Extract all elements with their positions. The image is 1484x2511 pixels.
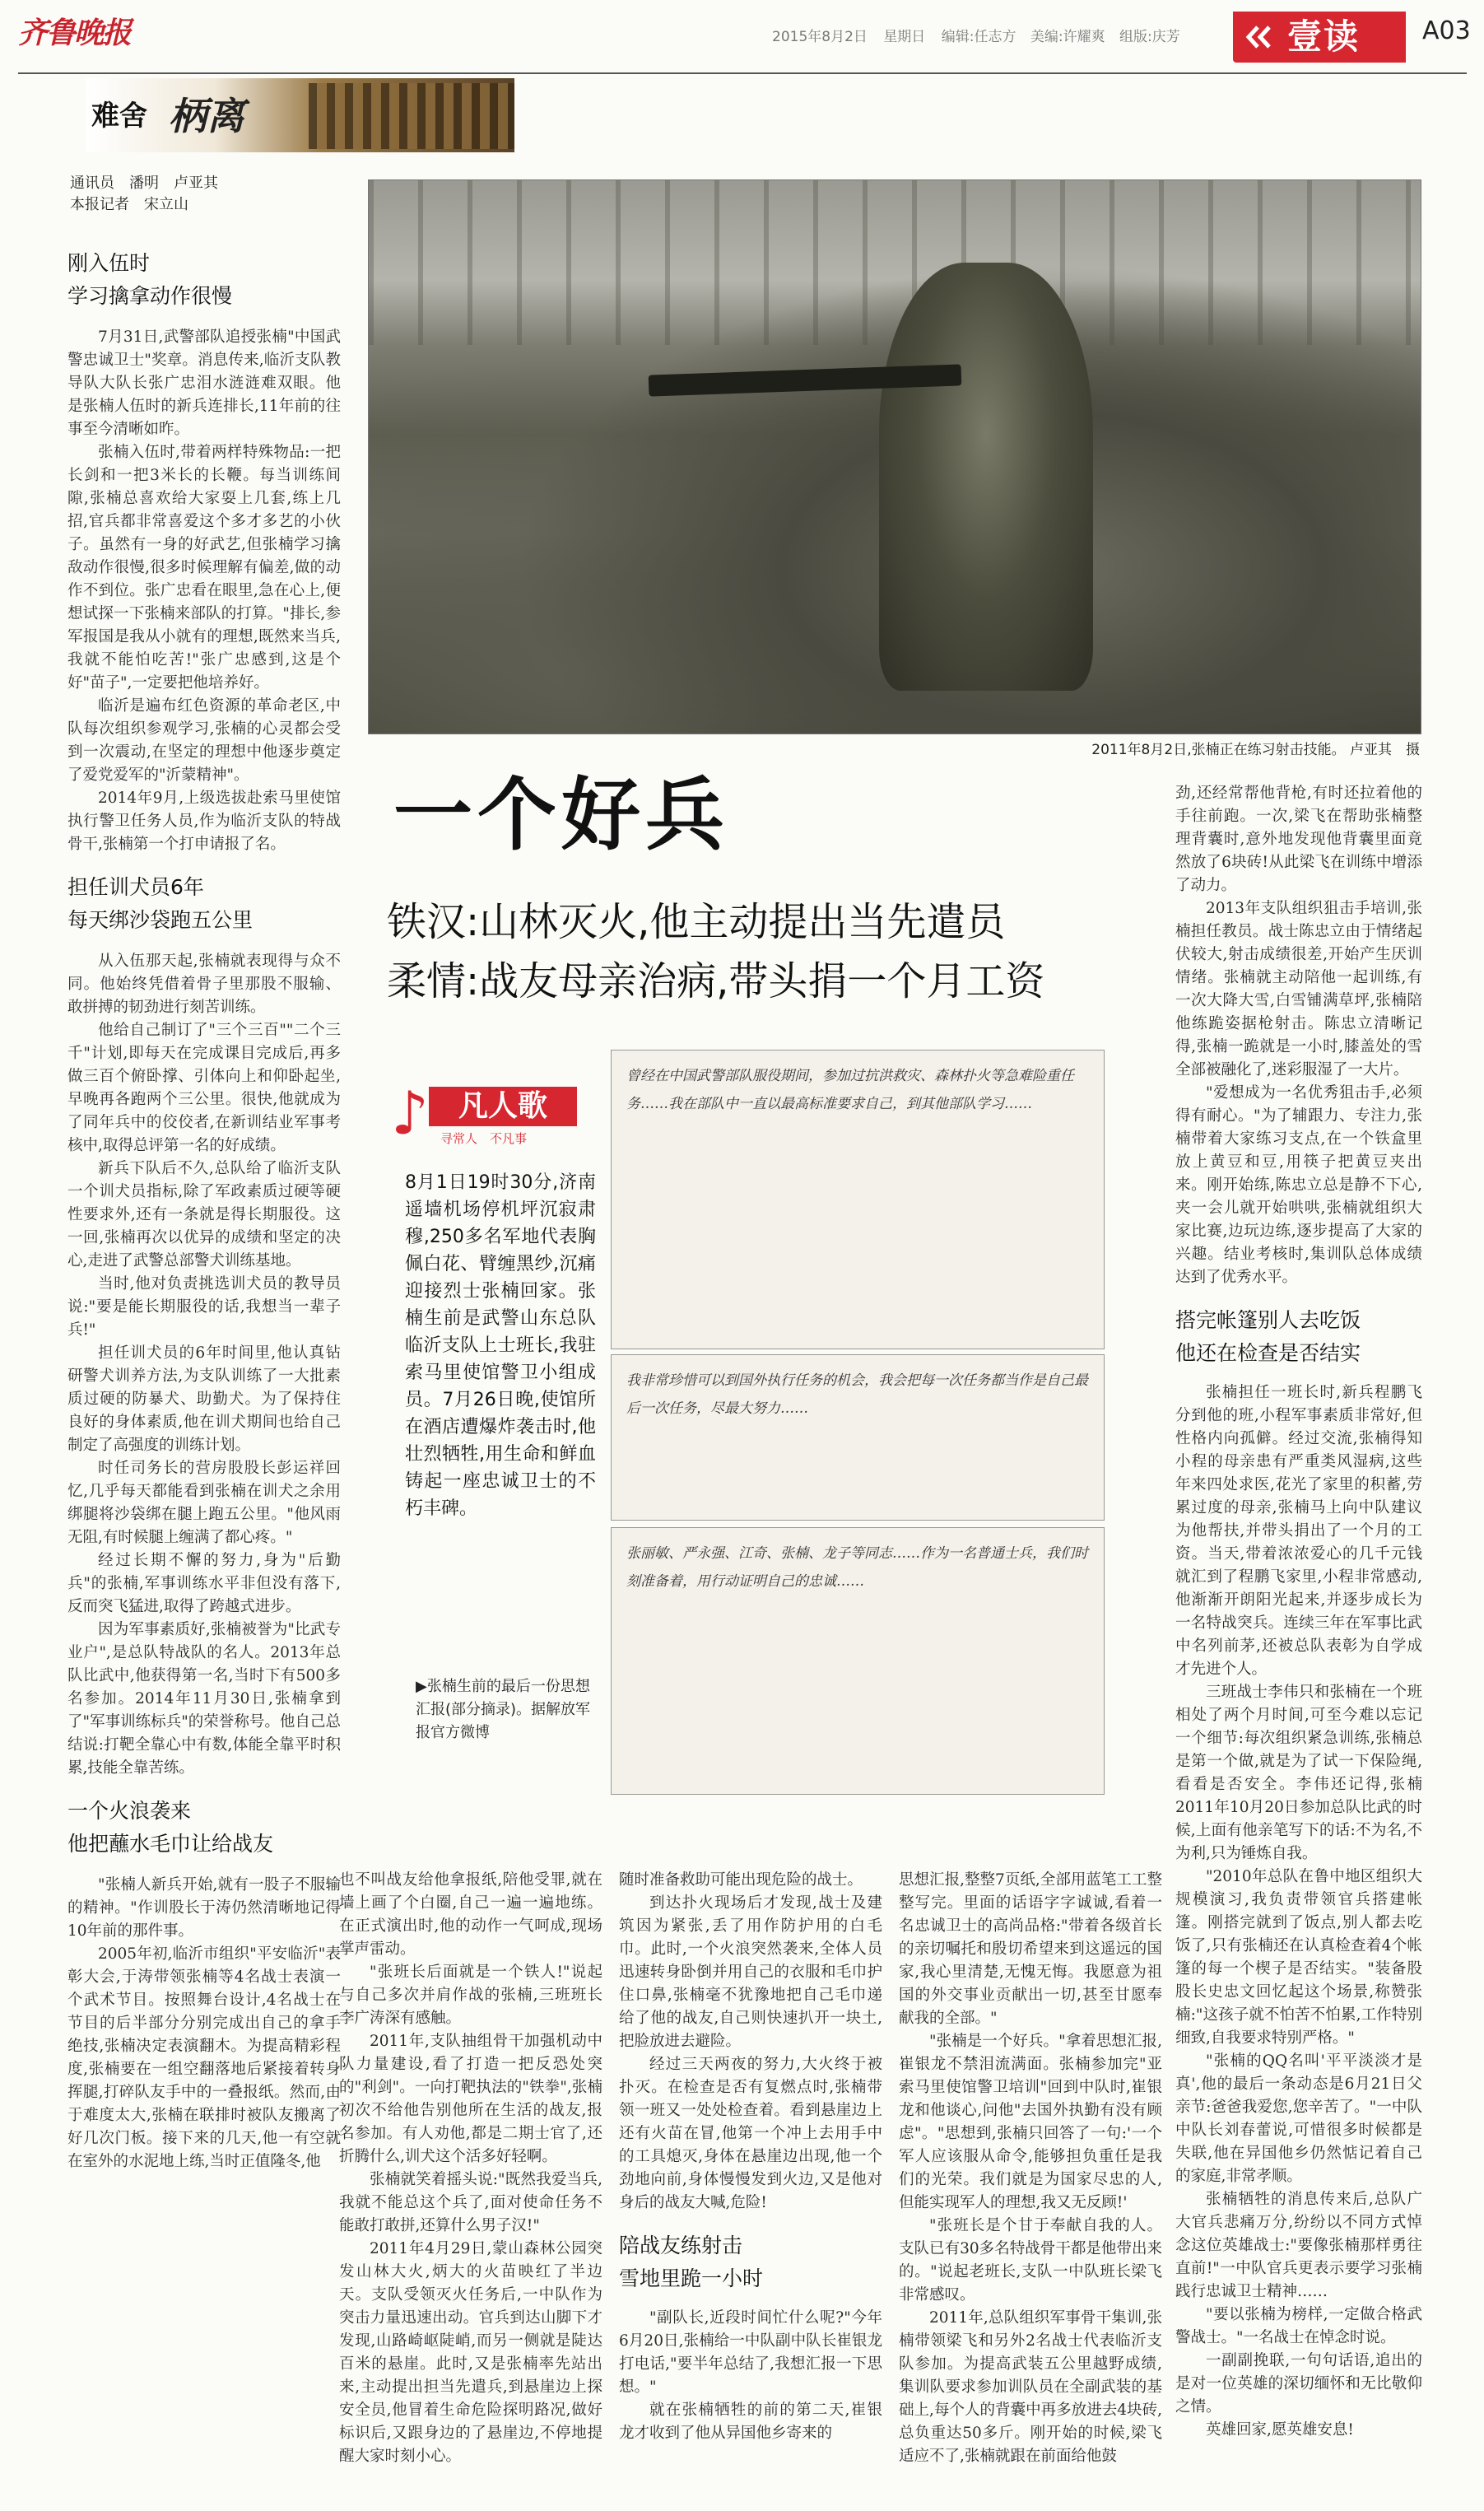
scan-text-2: 我非常珍惜可以到国外执行任务的机会，我会把每一次任务都当作是自己最后一次任务，尽最大努力…… (626, 1372, 1088, 1417)
column-7: 思想汇报,整整7页纸,全部用蓝笔工工整整写完。里面的话语字字诚诚,看着一名忠诚卫士的高尚品格:"带着各级首长的亲切嘱托和殷切希望来到这遥远的国家,我心里清楚,无愧无悔。我愿意为祖国的外交事业贡献出一切,甚至甘愿奉献我的全部。" "张楠是一个好兵。"拿着思想汇报,崔银龙不禁泪流满面。张楠参加完"亚索马里使馆警卫培训"回到中队时,崔银龙和他谈心,问他"去国外执勤有没有顾虑"。"思想到,张楠只回答了一句:'一个军人应该服从命令,能够担负重任是我们的光荣。我们就是为国家尽忠的人,但能实现军人的理想,我又无反顾!' "张班长是个甘于奉献自我的人。支队已有30多名特战骨干都是他带出来的。"说起老班长,支队一中队班长梁飞非常感叹。 2011年,总队组织军事骨干集训,张楠带领梁飞和另外2名战士代表临沂支队参加。为提高武装五公里越野成绩,集训队要求参加训队员在全副武装的基础上,每个人的背囊中再多放进去4块砖,总负重达50多斤。刚开始的时候,梁飞适应不了,张楠就跟在前面给他鼓 (899, 1871, 1162, 2465)
art-editor-credit: 美编:许耀爽 (1030, 29, 1105, 45)
soldier-figure (879, 263, 1093, 691)
handwritten-report-scan-3 (611, 1527, 1105, 1795)
newspaper-logo: 齐鲁晚报 (18, 16, 131, 50)
subhead-1: 铁汉:山林灭火,他主动提出当先遣员 (387, 899, 1006, 945)
proofreader-credit: 组版:庆芳 (1119, 29, 1180, 45)
page-number: A03 (1422, 16, 1471, 45)
masthead (0, 0, 1484, 78)
music-note-icon: ♪ (391, 1078, 429, 1148)
column-6: 随时准备救助可能出现危险的战士。 到达扑火现场后才发现,战士及建筑因为紧张,丢了用作防护用的白毛巾。此时,一个火浪突然袭来,全体人员迅速转身卧倒并用自己的衣服和毛巾护住口鼻,张楠毫不犹豫地把自己毛巾递给了他的战友,自己则快速扒开一块土,把脸放进去避险。 经过三天两夜的努力,大火终于被扑灭。在检查是否有复燃点时,张楠带领一班又一处处检查着。看到悬崖边上还有火苗在冒,他第一个冲上去用手中的工具熄灭,身体在悬崖边出现,他一个劲地向前,身体慢慢发到火边,又是他对身后的战友大喊,危险! 陪战友练射击 雪地里跪一小时 "副队长,近段时间忙什么呢?"今年6月20日,张楠给一中队副中队长崔银龙打电话,"要半年总结了,我想汇报一下思想。" 就在张楠牺牲的前的第二天,崔银龙才收到了他从异国他乡寄来的 (619, 1869, 882, 2511)
soldiers-silhouette-image (309, 83, 514, 149)
scan-caption: ▶张楠生前的最后一份思想汇报(部分摘录)。据解放军报官方微博 (416, 1678, 591, 1741)
scan-text-3: 张丽敏、严永强、江奇、张楠、龙子等同志……作为一名普通士兵，我们时刻准备着，用行动证明自己的忠诚…… (626, 1545, 1088, 1590)
editor-credit: 编辑:任志方 (941, 29, 1016, 45)
issue-weekday: 星期日 (883, 29, 926, 45)
byline-reporter: 本报记者 宋立山 (70, 196, 188, 213)
column-5: 也不叫战友给他拿报纸,陪他受罪,就在墙上画了个白圈,自己一遍一遍地练。在正式演出时,他的动作一气呵成,现场掌声雷动。 "张班长后面就是一个铁人!"说起与自己多次并肩作战的张楠,三班班长李广涛深有感触。 2011年,支队抽组骨干加强机动中队力量建设,看了打造一把反恐处突的"利剑"。一向打靶执法的"铁拳",张楠初次不给他告别他所在生活的战友,报名参加。有人劝他,都是二期士官了,还折腾什么,训犬这个活多好轻啊。 张楠就笑着摇头说:"既然我爱当兵,我就不能总这个兵了,面对使命任务不能敢打敢拼,还算什么男子汉!" 2011年4月29日,蒙山森林公园突发山林大火,炳大的火苗映红了半边天。支队受领灭火任务后,一中队作为突击力量迅速出动。官兵到达山脚下才发现,山路崎岖陡峭,而另一侧就是陡达百米的悬崖。此时,又是张楠率先站出来,主动提出担当先遣兵,到悬崖边上探安全员,他冒着生命危险探明路况,做好标识后,又跟身边的了悬崖边,不停地提醒大家时刻小心。 (339, 1871, 602, 2465)
section-5-title: 搭完帐篷别人去吃饭 他还在检查是否结实 (1175, 1308, 1361, 1365)
banner-title-emphasis: 柄离 (169, 94, 244, 138)
section-1-body: 7月31日,武警部队追授张楠"中国武警忠诚卫士"奖章。消息传来,临沂支队教导队大队长张广忠泪水涟涟难双眼。他是张楠人伍时的新兵连排长,11年前的往事至今清晰如昨。 张楠入伍时,带着两样特殊物品:一把长剑和一把3米长的长鞭。每当训练间隙,张楠总喜欢给大家耍上几套,练上几招,官兵都非常喜爱这个多才多艺的小伙子。虽然有一身的好武艺,但张楠学习擒敌动作很慢,很多时候理解有偏差,做的动作不到位。张广忠看在眼里,急在心上,便想试探一下张楠来部队的打算。"排长,参军报国是我从小就有的理想,既然来当兵,我就不能怕吃苦!"张广忠感到,这是个好"苗子",一定要把他培养好。 临沂是遍布红色资源的革命老区,中队每次组织参观学习,张楠的心灵都会受到一次震动,在坚定的理想中他逐步奠定了爱党爱军的"沂蒙精神"。 2014年9月,上级选拔赴索马里使馆执行警卫任务人员,作为临沂支队的特战骨干,张楠第一个打申请报了名。 (67, 328, 341, 853)
section-2-body: 从入伍那天起,张楠就表现得与众不同。他始终凭借着骨子里那股不服输、敢拼搏的韧劲进行刻苦训练。 他给自己制订了"三个三百""二个三千"计划,即每天在完成课目完成后,再多做三百个俯卧撑、引体向上和仰卧起坐,早晚再各跑两个三公里。很快,他就成为了同年兵中的佼佼者,在新训结业军事考核中,取得总评第一名的好成绩。 新兵下队后不久,总队给了临沂支队一个训犬员指标,除了军政素质过硬等硬性要求外,还有一条就是得长期服役。这一回,张楠再次以优异的成绩和坚定的决心,走进了武警总部警犬训练基地。 当时,他对负责挑选训犬员的教导员说:"要是能长期服役的话,我想当一辈子兵!" 担任训犬员的6年时间里,他认真钻研警犬训养方法,为支队训练了一大批素质过硬的防暴犬、助勤犬。为了保持住良好的身体素质,他在训犬期间也给自己制定了高强度的训练计划。 时任司务长的营房股股长彭运祥回忆,几乎每天都能看到张楠在训犬之余用绑腿将沙袋绑在腿上跑五公里。"他风雨无阻,有时候腿上缠满了都心疼。" 经过长期不懈的努力,身为"后勤兵"的张楠,军事训练水平非但没有落下,反而突飞猛进,取得了跨越式进步。 因为军事素质好,张楠被誉为"比武专业户",是总队特战队的名人。2013年总队比武中,他获得第一名,当时下有500多名参加。2014年11月30日,张楠拿到了"军事训练标兵"的荣誉称号。他自己总结说:打靶全靠心中有数,体能全靠平时积累,技能全靠苦练。 (67, 953, 341, 1777)
section-4-body: "副队长,近段时间忙什么呢?"今年6月20日,张楠给一中队副中队长崔银龙打电话,"要半年总结了,我想汇报一下思想。" 就在张楠牺牲的前的第二天,崔银龙才收到了他从异国他乡寄来的 (619, 2309, 882, 2442)
section-3-title: 一个火浪袭来 他把蘸水毛巾让给战友 (67, 1799, 274, 1856)
double-chevron-icon (1244, 25, 1272, 49)
badge-subtitle: 寻常人 不凡事 (440, 1131, 528, 1146)
section-name: 壹读 (1287, 16, 1361, 57)
byline-correspondents: 通讯员 潘明 卢亚其 (70, 175, 218, 192)
soldier-aiming-rifle-photo (368, 179, 1421, 734)
banner-title: 难舍 (91, 100, 147, 133)
badge-title: 凡人歌 (429, 1087, 577, 1126)
headline: 一个好兵 (393, 769, 729, 861)
intro-paragraph (405, 1169, 596, 1522)
scan-text-1: 曾经在中国武警部队服役期间，参加过抗洪救灾、森林扑火等急难险重任务……我在部队中一直以最高标准要求自己，到其他部队学习…… (626, 1068, 1074, 1112)
masthead-rule (18, 72, 1467, 74)
subhead-2: 柔情:战友母亲治病,带头捐一个月工资 (387, 958, 1045, 1004)
column-1 (67, 247, 341, 2173)
section-badge (1233, 12, 1406, 63)
photo-caption: 2011年8月2日,张楠正在练习射击技能。 卢亚其 摄 (1091, 742, 1420, 758)
handwritten-report-scan-2 (611, 1354, 1105, 1521)
section-1-title: 刚入伍时 学习擒拿动作很慢 (67, 251, 233, 308)
section-3-body: "张楠人新兵开始,就有一股子不服输的精神。"作训股长于涛仍然清晰地记得10年前的那件事。 2005年初,临沂市组织"平安临沂"表彰大会,于涛带领张楠等4名战士表演一个武术节目。按照舞台设计,4名战士在节目的后半部分分别完成出自己的拿手绝技,张楠决定表演翻木。为提高精彩程度,张楠要在一组空翻落地后紧接着转身挥腿,打碎队友手中的一叠报纸。然而,由于难度太大,张楠在联排时被队友搬离了好几次门板。接下来的几天,他一有空就在室外的水泥地上练,当时正值隆冬,他 (67, 1876, 341, 2170)
issue-info (772, 25, 1233, 45)
intro-text: 8月1日19时30分,济南遥墙机场停机坪沉寂肃穆,250多名军地代表胸佩白花、臂缠黑纱,沉痛迎接烈士张楠回家。张楠生前是武警山东总队临沂支队上士班长,我驻索马里使馆警卫小组成员。7月26日晚,使馆所在酒店遭爆炸袭击时,他壮烈牺牲,用生命和鲜血铸起一座忠诚卫士的不朽丰碑。 (405, 1172, 596, 1519)
column-badge (391, 1077, 588, 1151)
section-4-title: 陪战友练射击 雪地里跪一小时 (619, 2234, 764, 2290)
section-2-title: 担任训犬员6年 每天绑沙袋跑五公里 (67, 875, 254, 932)
trees-backdrop (369, 180, 1421, 345)
section-5-body: 张楠担任一班长时,新兵程鹏飞分到他的班,小程军事素质非常好,但性格内向孤僻。经过交流,张楠得知小程的母亲患有严重类风湿病,这些年来四处求医,花光了家里的积蓄,劳累过度的母亲,张楠马上向中队建议为他帮扶,并带头捐出了一个月的工资。当天,带着浓浓爱心的几千元钱就汇到了程鹏飞家里,小程非常感动,他渐渐开朗阳光起来,并逐步成长为一名特战突兵。连续三年在军事比武中名列前茅,还被总队表彰为自学成才先进个人。 三班战士李伟只和张楠在一个班相处了两个月时间,可至今难以忘记一个细节:每次组织紧急训练,张楠总是第一个做,就是为了试一下保险绳,看看是否安全。李伟还记得,张楠2011年10月20日参加总队比武的时候,上面有他亲笔写下的话:不为名,不为利,只为锤炼自我。 "2010年总队在鲁中地区组织大规模演习,我负责带领官兵搭建帐篷。刚搭完就到了饭点,别人都去吃饭了,只有张楠还在认真检查着4个帐篷的每一个楔子是否结实。"装备股股长史忠文回忆起这个场景,称赞张楠:"这孩子就不怕苦不怕累,工作特别细致,自我要求特别严格。" "张楠的QQ名叫'平平淡淡才是真',他的最后一条动态是6月21日父亲节:爸爸我爱您,您辛苦了。"一中队中队长刘春蕾说,可惜很多时候都是失联,他在异国他乡仍然惦记着自己的家庭,非常孝顺。 张楠牺牲的消息传来后,总队广大官兵悲痛万分,纷纷以不同方式悼念这位英雄战士:"要像张楠那样勇往直前!"一中队官兵更表示要学习张楠践行忠诚卫士精神…… "要以张楠为榜样,一定做合格武警战士。"一名战士在悼念时说。 一副副挽联,一句句话语,追出的是对一位英雄的深切缅怀和无比敬仰之情。 英雄回家,愿英雄安息! (1175, 1384, 1422, 2439)
issue-date: 2015年8月2日 (772, 29, 868, 45)
handwritten-report-scan-1 (611, 1050, 1105, 1349)
byline (70, 173, 218, 216)
column-8: 劲,还经常帮他背枪,有时还拉着他的手往前跑。一次,梁飞在帮助张楠整理背囊时,意外地发现他背囊里面竟然放了6块砖!从此梁飞在训练中增添了动力。 2013年支队组织狙击手培训,张楠担任教员。战士陈忠立由于情绪起伏较大,射击成绩很差,开始产生厌训情绪。张楠就主动陪他一起训练,有一次大降大雪,白雪铺满草坪,张楠陪他练跪姿据枪射击。陈忠立清晰记得,张楠一跪就是一小时,膝盖处的雪全部被融化了,迷彩服湿了一大片。 "爱想成为一名优秀狙击手,必须得有耐心。"为了辅跟力、专注力,张楠带着大家练习支点,在一个铁盒里放上黄豆和豆,用筷子把黄豆夹出来。刚开始练,陈忠立总是静不下心,夹一会儿就开始哄哄,张楠就组织大家比赛,边玩边练,逐步提高了大家的兴趣。结业考核时,集训队总体成绩达到了优秀水平。 搭完帐篷别人去吃饭 他还在检查是否结实 张楠担任一班长时,新兵程鹏飞分到他的班,小程军事素质非常好,但性格内向孤僻。经过交流,张楠得知小程的母亲患有严重类风湿病,这些年来四处求医,花光了家里的积蓄,劳累过度的母亲,张楠马上向中队建议为他帮扶,并带头捐出了一个月的工资。当天,带着浓浓爱心的几千元钱就汇到了程鹏飞家里,小程非常感动,他渐渐开朗阳光起来,并逐步成长为一名特战突兵。连续三年在军事比武中名列前茅,还被总队表彰为自学成才先进个人。 三班战士李伟只和张楠在一个班相处了两个月时间,可至今难以忘记一个细节:每次组织紧急训练,张楠总是第一个做,就是为了试一下保险绳,看看是否安全。李伟还记得,张楠2011年10月20日参加总队比武的时候,上面有他亲笔写下的话:不为名,不为利,只为锤炼自我。 "2010年总队在鲁中地区组织大规模演习,我负责带领官兵搭建帐篷。刚搭完就到了饭点,别人都去吃饭了,只有张楠还在认真检查着4个帐篷的每一个楔子是否结实。"装备股股长史忠文回忆起这个场景,称赞张楠:"这孩子就不怕苦不怕累,工作特别细致,自我要求特别严格。" "张楠的QQ名叫'平平淡淡才是真',他的最后一条动态是6月21日父亲节:爸爸我爱您,您辛苦了。"一中队中队长刘春蕾说,可惜很多时候都是失联,他在异国他乡仍然惦记着自己的家庭,非常孝顺。 张楠牺牲的消息传来后,总队广大官兵悲痛万分,纷纷以不同方式悼念这位英雄战士:"要像张楠那样勇往直前!"一中队官兵更表示要学习张楠践行忠诚卫士精神…… "要以张楠为榜样,一定做合格武警战士。"一名战士在悼念时说。 一副副挽联,一句句话语,追出的是对一位英雄的深切缅怀和无比敬仰之情。 英雄回家,愿英雄安息! (1175, 782, 1422, 2511)
column-banner (86, 78, 514, 152)
